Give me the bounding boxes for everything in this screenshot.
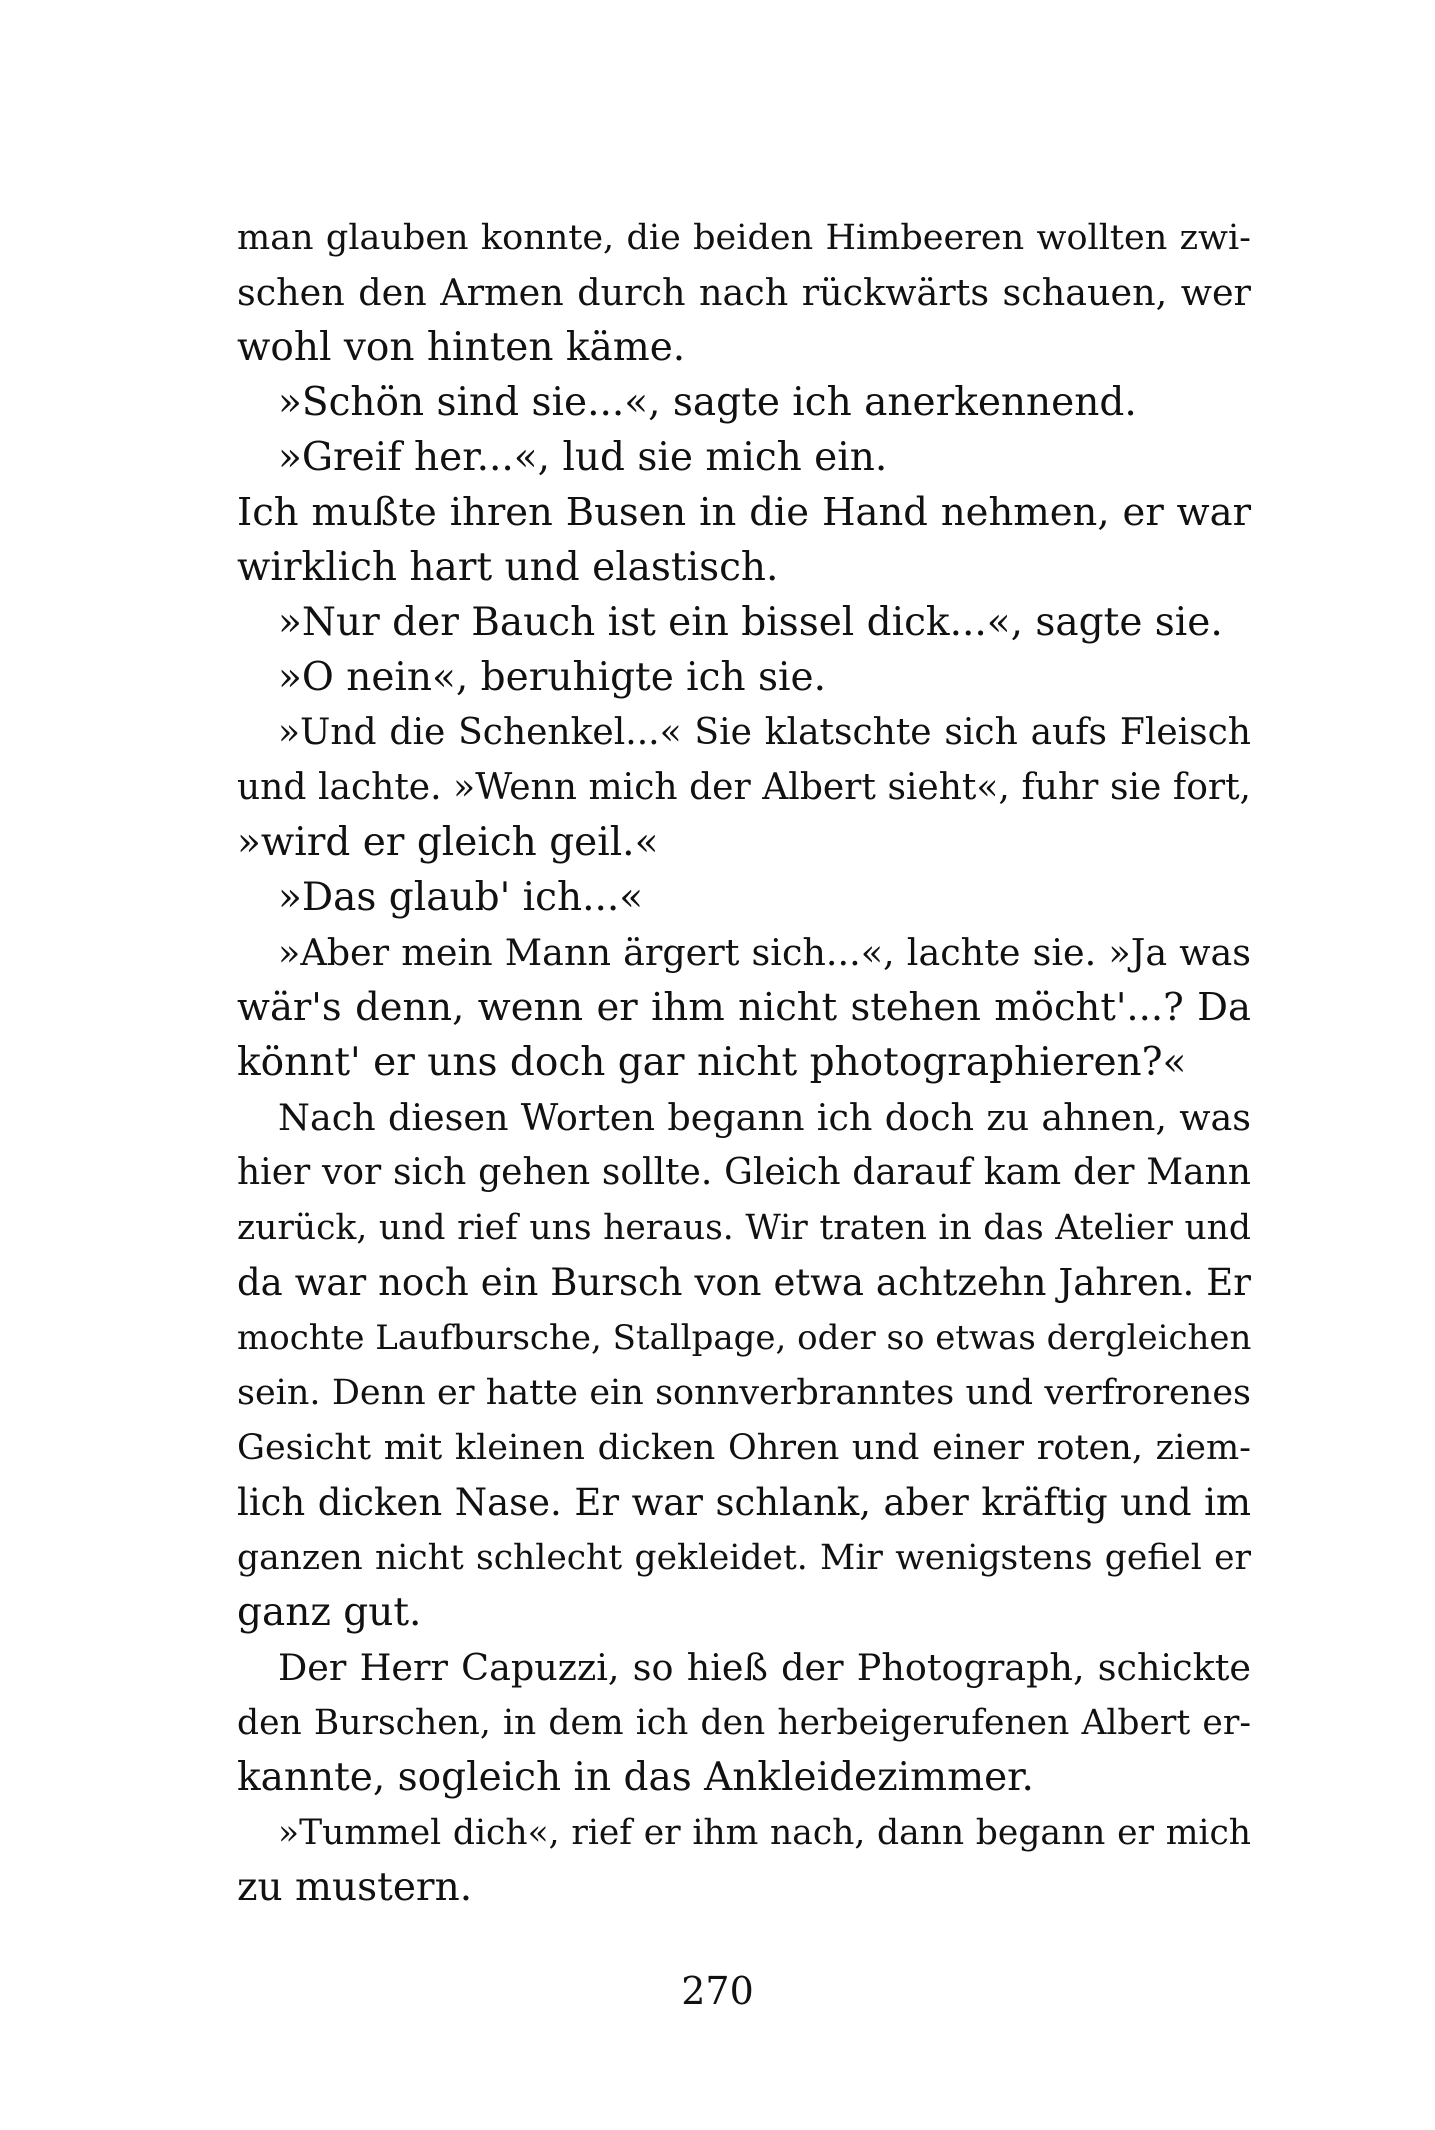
text-line: kannte, sogleich in das Ankleidezimmer. — [237, 1755, 1034, 1800]
text-line: da war noch ein Bursch von etwa achtzehn Jahren. Er — [237, 1261, 1251, 1304]
text-line: sein. Denn er hatte ein sonnverbranntes und verfrorenes — [237, 1373, 1251, 1413]
text-line: Ich mußte ihren Busen in die Hand nehmen, er war — [237, 490, 1251, 535]
text-line: und lachte. »Wenn mich der Albert sieht«, fuhr sie fort, — [237, 767, 1251, 808]
text-line: »wird er gleich geil.« — [237, 820, 659, 865]
text-line: wär's denn, wenn er ihm nicht stehen möcht'...? Da — [237, 985, 1251, 1030]
text-line: man glauben konnte, die beiden Himbeeren wollten zwi- — [237, 218, 1251, 258]
text-line: »Und die Schenkel...« Sie klatschte sich aufs Fleisch — [278, 712, 1251, 753]
text-line: »Das glaub' ich...« — [278, 875, 644, 920]
text-line: ganzen nicht schlecht gekleidet. Mir wenigstens gefiel er — [237, 1538, 1251, 1578]
text-line: hier vor sich gehen sollte. Gleich darauf kam der Mann — [237, 1152, 1251, 1193]
text-line: »Schön sind sie...«, sagte ich anerkennend. — [278, 380, 1137, 425]
text-line: Gesicht mit kleinen dicken Ohren und einer roten, ziem- — [237, 1428, 1251, 1468]
text-line: »Nur der Bauch ist ein bissel dick...«, sagte sie. — [278, 600, 1223, 645]
text-line: den Burschen, in dem ich den herbeigerufenen Albert er- — [237, 1703, 1251, 1743]
text-line: »Greif her...«, lud sie mich ein. — [278, 435, 888, 480]
text-line: mochte Laufbursche, Stallpage, oder so etwas dergleichen — [237, 1318, 1252, 1358]
text-line: »O nein«, beruhigte ich sie. — [278, 655, 826, 700]
text-line: zu mustern. — [237, 1865, 473, 1910]
text-line: wohl von hinten käme. — [237, 325, 686, 370]
text-line: ganz gut. — [237, 1590, 422, 1635]
page-number: 270 — [681, 1969, 754, 2013]
text-line: »Aber mein Mann ärgert sich...«, lachte sie. »Ja was — [278, 931, 1251, 974]
text-line: zurück, und rief uns heraus. Wir traten in das Atelier und — [237, 1208, 1251, 1248]
text-line: Nach diesen Worten begann ich doch zu ahnen, was — [278, 1096, 1251, 1139]
text-line: schen den Armen durch nach rückwärts schauen, wer — [237, 271, 1251, 314]
text-line: wirklich hart und elastisch. — [237, 545, 779, 590]
text-line: könnt' er uns doch gar nicht photographieren?« — [237, 1040, 1187, 1085]
text-line: »Tummel dich«, rief er ihm nach, dann begann er mich — [278, 1813, 1251, 1853]
text-line: lich dicken Nase. Er war schlank, aber kräftig und im — [237, 1481, 1251, 1524]
text-line: Der Herr Capuzzi, so hieß der Photograph, schickte — [278, 1646, 1251, 1689]
